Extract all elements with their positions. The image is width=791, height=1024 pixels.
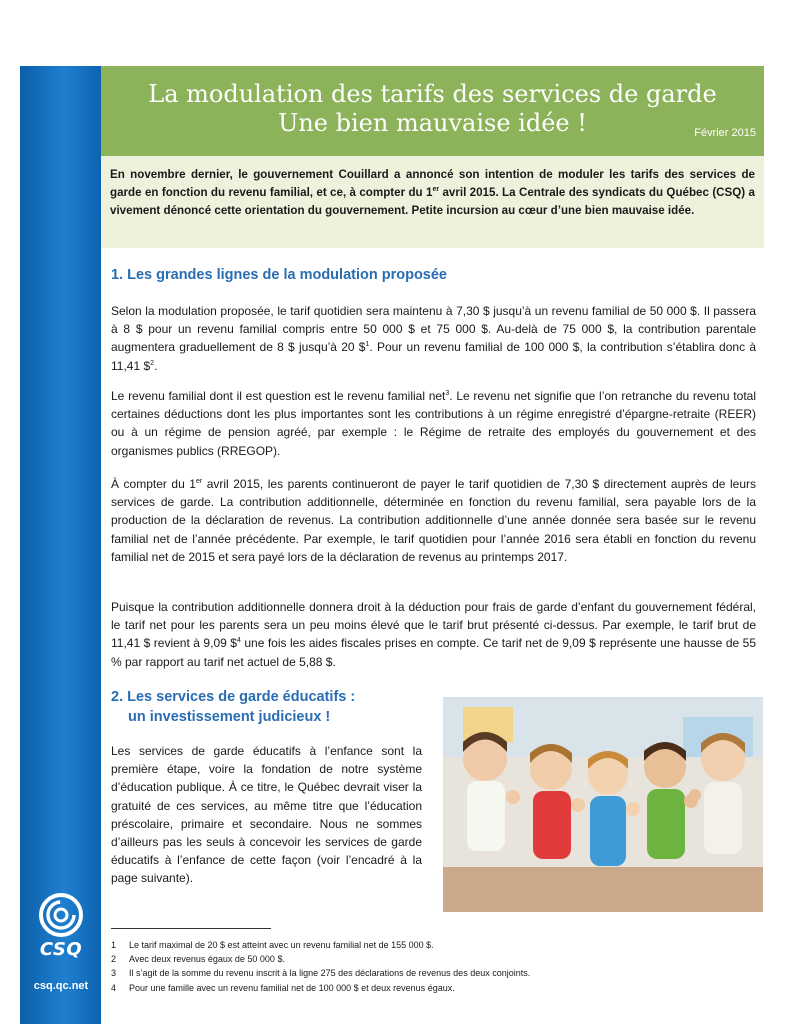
footnote-number: 2 (111, 954, 117, 965)
title-line-1: La modulation des tarifs des services de garde (148, 80, 717, 108)
footnote-number: 3 (111, 968, 117, 979)
children-thumbs-up-image (443, 697, 763, 912)
footnote-divider (111, 928, 271, 929)
footnote-item (111, 981, 711, 995)
website-link[interactable]: csq.qc.net (33, 980, 89, 992)
children-photo (443, 697, 763, 912)
intro-paragraph: En novembre dernier, le gouvernement Couillard a annoncé son intention de moduler les tarifs des services de garde en fonction du revenu familial, et ce, à compter du 1er avril 2015. La Centrale des syndicats du Québec (CSQ) a vivement dénoncé cette orientation du gouvernement. Petite incursion au cœur d’une bien mauvaise idée. (110, 168, 755, 217)
logo-text: CSQ (39, 939, 83, 960)
section-1-heading: 1. Les grandes lignes de la modulation proposée (111, 267, 447, 283)
section-1-paragraph-2: Le revenu familial dont il est question est le revenu familial net$^3$. Le revenu net signifie que l’on retranche du revenu total certaines déductions dont les plus importantes sont les contributions à un régime enregistré d’épargne-retraite (REER) ou à un régime de pension agréé, par exemple : le Régime de retraite des employés du gouvernement et des organismes publics (RREGOP). (111, 389, 756, 458)
footnote-number: 4 (111, 982, 117, 993)
section-2-heading: 2. Les services de garde éducatifs : un investissement judicieux ! (111, 689, 356, 725)
section-1-paragraph-1: Selon la modulation proposée, le tarif quotidien sera maintenu à 7,30 $ jusqu’à un revenu familial de 50 000 $. Il passera à 8 $ pour un revenu familial compris entre 50 000 $ et 75 000 $. Au-delà de 75 000 $, la contribution parentale augmentera graduellement de 8 $ jusqu’à 20 \$$^1$. Pour un revenu familial de 100 000 $, la contribution s’établira donc à 11,41 \$$^2$. (111, 304, 756, 373)
csq-logo (31, 893, 91, 960)
footnote-text: Il s’agit de la somme du revenu inscrit à la ligne 275 des déclarations de revenus des deux conjoints. (129, 968, 531, 979)
publication-date: Février 2015 (694, 127, 756, 139)
footnotes (111, 938, 711, 995)
section-2-paragraph: Les services de garde éducatifs à l’enfance sont la première étape, voire la fondation de notre système d’éducation publique. À ce titre, le Québec devrait viser la gratuité de ces services, au même titre que l’éducation préscolaire, primaire et secondaire. Nous ne sommes d’ailleurs pas les seuls à concevoir les services de garde éducatifs à l’enfance de cette façon (voir l’encadré à la page suivante). (111, 744, 422, 886)
swirl-logo-icon (39, 893, 83, 937)
footnote-item (111, 952, 711, 966)
footnote-number: 1 (111, 940, 117, 950)
page-title (101, 80, 764, 138)
footnote-text: Le tarif maximal de 20 $ est atteint avec un revenu familial net de 155 000 $. (129, 940, 434, 950)
section-1-paragraph-4: Puisque la contribution additionnelle donnera droit à la déduction pour frais de garde d’enfant du gouvernement fédéral, le tarif net pour les parents sera un peu moins élevé que le tarif brut présenté ci-dessus. Par exemple, le tarif brut de 11,41 $ revient à 9,09 \$$^4$ une fois les aides fiscales prises en compte. Ce tarif net de 9,09 $ représente une hausse de 55 % par rapport au tarif net actuel de 5,88 $. (111, 600, 757, 669)
footnote-item (111, 966, 711, 980)
footnote-item (111, 938, 711, 952)
sidebar-band (20, 66, 101, 1024)
section-1-paragraph-3: À compter du 1er avril 2015, les parents continueront de payer le tarif quotidien de 7,30 $ directement auprès de leurs services de garde. La contribution additionnelle, déterminée en fonction du revenu familial, sera payable lors de la production de la déclaration de revenus. La contribution additionnelle d’une année donnée sera basée sur le revenu familial net de l’année précédente. Par exemple, le tarif quotidien pour l’année 2016 sera établi en fonction du revenu familial net de 2015 et sera payé lors de la déclaration de revenus au printemps 2017. (111, 477, 756, 564)
title-banner (101, 66, 764, 156)
footnote-text: Pour une famille avec un revenu familial net de 100 000 $ et deux revenus égaux. (129, 982, 455, 993)
footnote-text: Avec deux revenus égaux de 50 000 $. (129, 954, 285, 965)
title-line-2: Une bien mauvaise idée ! (278, 109, 587, 137)
intro-box (101, 156, 764, 248)
